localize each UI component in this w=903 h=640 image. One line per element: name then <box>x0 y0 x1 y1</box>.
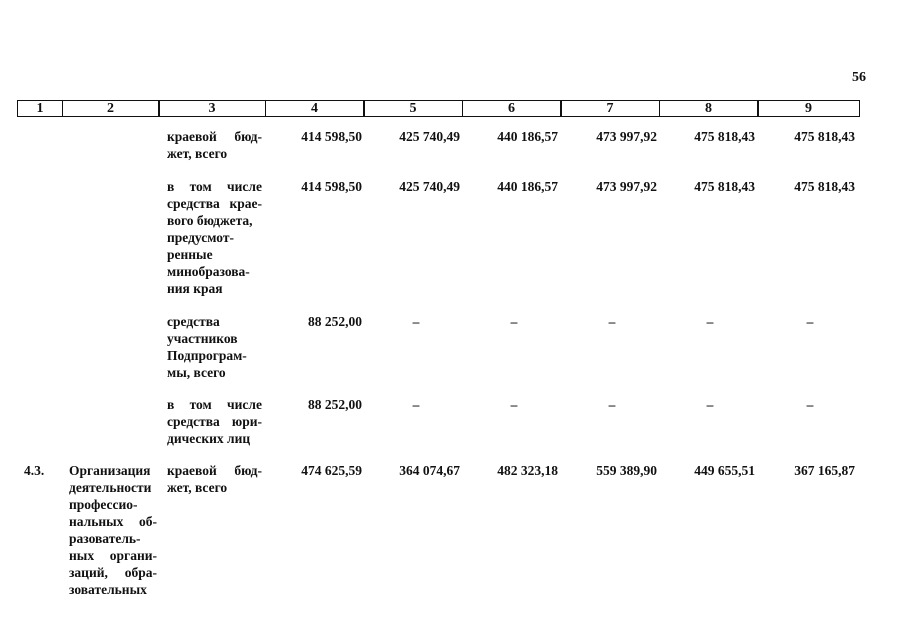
value-cell: – <box>412 397 420 412</box>
funding-source-cell <box>167 396 262 447</box>
value-cell: – <box>608 314 616 329</box>
value-cell: – <box>806 314 814 329</box>
funding-source-cell <box>167 462 262 496</box>
activity-name-line: Организация <box>69 463 151 478</box>
header-cell-4: 4 <box>265 100 365 117</box>
funding-source-line: краевой бюд- <box>167 129 262 144</box>
activity-name-line: деятельности <box>69 480 152 495</box>
funding-source-line: жет, всего <box>167 480 228 495</box>
funding-source-line: в том числе <box>167 397 262 412</box>
funding-source-cell <box>167 313 262 381</box>
activity-name-line: разователь- <box>69 531 141 546</box>
activity-name-line: профессио- <box>69 497 138 512</box>
value-cell: 425 740,49 <box>399 129 460 144</box>
funding-source-line: в том числе <box>167 179 262 194</box>
value-cell: – <box>510 397 518 412</box>
funding-source-line: мы, всего <box>167 365 226 380</box>
value-cell: 367 165,87 <box>794 463 855 478</box>
header-cell-7: 7 <box>560 100 660 117</box>
value-cell: 473 997,92 <box>596 129 657 144</box>
value-cell: – <box>706 314 714 329</box>
funding-source-line: вого бюджета, <box>167 213 253 228</box>
funding-source-line: участников <box>167 331 238 346</box>
value-cell: 425 740,49 <box>399 179 460 194</box>
funding-source-cell <box>167 178 262 297</box>
value-cell: – <box>510 314 518 329</box>
value-cell: 482 323,18 <box>497 463 558 478</box>
funding-source-line: краевой бюд- <box>167 463 262 478</box>
table-header-row <box>17 100 860 117</box>
header-cell-2: 2 <box>62 100 160 117</box>
header-cell-8: 8 <box>659 100 759 117</box>
page-number: 56 <box>852 70 866 85</box>
value-cell: – <box>706 397 714 412</box>
row-number: 4.3. <box>24 463 45 478</box>
header-cell-1: 1 <box>17 100 63 117</box>
value-cell: – <box>806 397 814 412</box>
value-cell: 364 074,67 <box>399 463 460 478</box>
value-cell: 440 186,57 <box>497 179 558 194</box>
value-cell: 440 186,57 <box>497 129 558 144</box>
value-cell: 414 598,50 <box>301 179 362 194</box>
activity-name-line: зовательных <box>69 582 147 597</box>
value-cell: 475 818,43 <box>694 179 755 194</box>
activity-name-line: нальных об- <box>69 514 157 529</box>
header-cell-9: 9 <box>757 100 860 117</box>
funding-source-line: Подпрограм- <box>167 348 247 363</box>
value-cell: 473 997,92 <box>596 179 657 194</box>
header-cell-3: 3 <box>158 100 266 117</box>
funding-source-line: средства <box>167 314 220 329</box>
value-cell: 474 625,59 <box>301 463 362 478</box>
value-cell: 475 818,43 <box>794 129 855 144</box>
value-cell: 414 598,50 <box>301 129 362 144</box>
value-cell: 559 389,90 <box>596 463 657 478</box>
funding-source-line: дических лиц <box>167 431 251 446</box>
header-cell-5: 5 <box>363 100 463 117</box>
funding-source-line: предусмот- <box>167 230 234 245</box>
funding-source-line: средства крае- <box>167 196 262 211</box>
value-cell: – <box>412 314 420 329</box>
funding-source-line: жет, всего <box>167 146 228 161</box>
activity-name-line: ных органи- <box>69 548 157 563</box>
value-cell: 88 252,00 <box>308 397 362 412</box>
value-cell: 88 252,00 <box>308 314 362 329</box>
activity-name-cell <box>69 462 157 598</box>
value-cell: 449 655,51 <box>694 463 755 478</box>
value-cell: 475 818,43 <box>694 129 755 144</box>
funding-source-line: средства юри- <box>167 414 262 429</box>
value-cell: – <box>608 397 616 412</box>
header-cell-6: 6 <box>462 100 562 117</box>
value-cell: 475 818,43 <box>794 179 855 194</box>
funding-source-line: ренные <box>167 247 213 262</box>
funding-source-line: минобразова- <box>167 264 250 279</box>
funding-source-cell <box>167 128 262 162</box>
activity-name-line: заций, обра- <box>69 565 157 580</box>
funding-source-line: ния края <box>167 281 223 296</box>
